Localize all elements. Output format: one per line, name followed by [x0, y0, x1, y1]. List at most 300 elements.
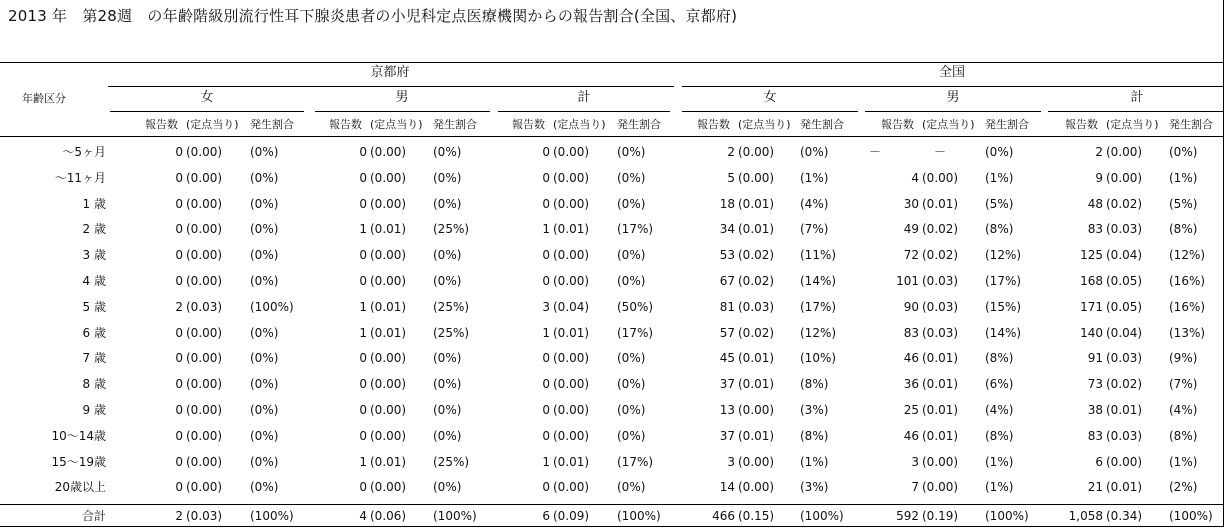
cell-rate: (100%) [985, 509, 1029, 523]
cell-count: 0 [542, 248, 550, 262]
cell-per-point: (0.34) [1106, 509, 1143, 523]
cell-per-point: (0.00) [370, 403, 407, 417]
cell-rate: (0%) [250, 455, 279, 469]
col-header-per-point: (定点当り) [186, 118, 239, 131]
cell-per-point: (0.02) [1106, 377, 1143, 391]
cell-count: 49 [903, 222, 919, 236]
cell-rate: (14%) [985, 326, 1022, 340]
cell-count: 0 [175, 403, 183, 417]
cell-count: 0 [175, 326, 183, 340]
cell-rate: (1%) [1169, 171, 1198, 185]
cell-rate: (0%) [617, 197, 646, 211]
row-age-label: 10～14歳 [51, 429, 106, 443]
cell-per-point: (0.03) [186, 300, 223, 314]
cell-rate: (17%) [985, 274, 1022, 288]
col-header-per-point: (定点当り) [553, 118, 606, 131]
cell-count: 6 [1095, 455, 1103, 469]
cell-per-point: (0.05) [1106, 300, 1143, 314]
cell-per-point: (0.00) [738, 403, 775, 417]
cell-count: 0 [542, 197, 550, 211]
cell-rate: (0%) [250, 197, 279, 211]
cell-rate: (15%) [985, 300, 1022, 314]
cell-count: 0 [175, 274, 183, 288]
cell-count: 21 [1087, 480, 1103, 494]
cell-rate: (0%) [1169, 145, 1198, 159]
cell-rate: (0%) [433, 403, 462, 417]
cell-per-point: (0.00) [370, 377, 407, 391]
cell-rate: (16%) [1169, 274, 1206, 288]
cell-per-point: (0.00) [738, 145, 775, 159]
cell-per-point: (0.02) [738, 248, 775, 262]
cell-count: 0 [542, 351, 550, 365]
cell-per-point: (0.02) [922, 248, 959, 262]
cell-per-point: (0.01) [738, 197, 775, 211]
cell-rate: (14%) [800, 274, 837, 288]
cell-rate: (2%) [1169, 480, 1198, 494]
cell-count: 36 [903, 377, 919, 391]
cell-count: 0 [359, 480, 367, 494]
col-header-count: 報告数 [1065, 118, 1098, 131]
cell-per-point: (0.00) [186, 145, 223, 159]
cell-count: 3 [542, 300, 550, 314]
cell-rate: (8%) [985, 429, 1014, 443]
cell-rate: (8%) [1169, 429, 1198, 443]
cell-per-point: (0.00) [186, 403, 223, 417]
cell-rate: (5%) [1169, 197, 1198, 211]
age-column-header: 年齢区分 [22, 92, 66, 105]
cell-rate: (16%) [1169, 300, 1206, 314]
row-age-label: 2 歳 [82, 222, 106, 236]
cell-per-point: (0.00) [553, 171, 590, 185]
cell-count: 13 [719, 403, 735, 417]
cell-per-point: (0.01) [738, 429, 775, 443]
row-age-label: 20歳以上 [54, 480, 106, 494]
col-header-rate: 発生割合 [250, 118, 294, 131]
total-rule [0, 504, 1224, 505]
cell-count: 0 [175, 197, 183, 211]
cell-rate: (0%) [250, 145, 279, 159]
cell-rate: (12%) [1169, 248, 1206, 262]
cell-count: 171 [1080, 300, 1103, 314]
cell-per-point: (0.00) [922, 480, 959, 494]
col-header-count: 報告数 [697, 118, 730, 131]
cell-per-point: (0.00) [186, 480, 223, 494]
page-title: 2013 年 第28週 の年齢階級別流行性耳下腺炎患者の小児科定点医療機関からの報告割合(全国、京都府) [8, 7, 738, 25]
cell-rate: (9%) [1169, 351, 1198, 365]
cell-per-point: (0.00) [186, 222, 223, 236]
cell-per-point: － [934, 145, 947, 159]
col-header-count: 報告数 [329, 118, 362, 131]
cell-per-point: (0.09) [553, 509, 590, 523]
region-rule-kyoto [108, 86, 674, 87]
cell-per-point: (0.00) [553, 197, 590, 211]
cell-count: 4 [911, 171, 919, 185]
cell-count: 0 [359, 377, 367, 391]
cell-per-point: (0.02) [1106, 197, 1143, 211]
cell-rate: (11%) [800, 248, 837, 262]
cell-count: 46 [903, 429, 919, 443]
cell-rate: (4%) [1169, 403, 1198, 417]
cell-count: 38 [1087, 403, 1103, 417]
cell-per-point: (0.00) [553, 429, 590, 443]
cell-per-point: (0.15) [738, 509, 775, 523]
sex-header: 男 [946, 90, 960, 105]
cell-count: 0 [542, 274, 550, 288]
sex-header: 男 [395, 90, 409, 105]
cell-rate: (1%) [985, 480, 1014, 494]
cell-rate: (0%) [433, 171, 462, 185]
cell-count: 1 [359, 326, 367, 340]
cell-rate: (0%) [617, 248, 646, 262]
cell-per-point: (0.05) [1106, 274, 1143, 288]
cell-per-point: (0.04) [1106, 248, 1143, 262]
cell-rate: (0%) [433, 480, 462, 494]
cell-rate: (4%) [985, 403, 1014, 417]
cell-per-point: (0.03) [1106, 429, 1143, 443]
cell-rate: (8%) [800, 429, 829, 443]
cell-per-point: (0.00) [553, 274, 590, 288]
header-top-rule [0, 62, 1224, 63]
cell-per-point: (0.00) [370, 145, 407, 159]
cell-rate: (8%) [1169, 222, 1198, 236]
cell-rate: (17%) [617, 326, 654, 340]
cell-per-point: (0.01) [922, 351, 959, 365]
cell-rate: (0%) [985, 145, 1014, 159]
col-header-count: 報告数 [145, 118, 178, 131]
cell-count: 0 [359, 197, 367, 211]
cell-per-point: (0.00) [738, 455, 775, 469]
sex-rule-4 [865, 111, 1041, 112]
cell-count: 140 [1080, 326, 1103, 340]
cell-count: 81 [719, 300, 735, 314]
row-age-label: ～5ヶ月 [62, 145, 106, 159]
cell-per-point: (0.00) [370, 248, 407, 262]
cell-rate: (1%) [800, 171, 829, 185]
cell-rate: (4%) [800, 197, 829, 211]
cell-count: 2 [727, 145, 735, 159]
cell-per-point: (0.03) [186, 509, 223, 523]
cell-rate: (6%) [985, 377, 1014, 391]
col-header-rate: 発生割合 [1169, 118, 1213, 131]
cell-count: 83 [1087, 429, 1103, 443]
cell-rate: (12%) [985, 248, 1022, 262]
col-header-rate: 発生割合 [617, 118, 661, 131]
cell-rate: (7%) [800, 222, 829, 236]
cell-per-point: (0.04) [1106, 326, 1143, 340]
cell-per-point: (0.01) [738, 222, 775, 236]
cell-rate: (0%) [433, 274, 462, 288]
cell-count: 592 [896, 509, 919, 523]
sex-rule-5 [1048, 111, 1224, 112]
cell-per-point: (0.01) [553, 326, 590, 340]
col-header-rate: 発生割合 [433, 118, 477, 131]
row-age-label: 6 歳 [82, 326, 106, 340]
cell-rate: (3%) [800, 480, 829, 494]
cell-per-point: (0.00) [1106, 145, 1143, 159]
cell-per-point: (0.03) [922, 326, 959, 340]
cell-per-point: (0.00) [738, 171, 775, 185]
cell-rate: (1%) [800, 455, 829, 469]
cell-rate: (0%) [250, 351, 279, 365]
cell-rate: (17%) [800, 300, 837, 314]
cell-per-point: (0.02) [738, 326, 775, 340]
header-bottom-rule [0, 136, 1224, 137]
cell-per-point: (0.01) [738, 351, 775, 365]
cell-rate: (17%) [617, 222, 654, 236]
cell-per-point: (0.01) [553, 455, 590, 469]
cell-per-point: (0.00) [553, 480, 590, 494]
cell-count: 2 [175, 300, 183, 314]
cell-count: 0 [175, 455, 183, 469]
sex-header: 女 [200, 90, 214, 105]
cell-count: 7 [911, 480, 919, 494]
cell-per-point: (0.00) [1106, 171, 1143, 185]
cell-count: 0 [175, 351, 183, 365]
cell-per-point: (0.00) [370, 171, 407, 185]
row-age-label: 合計 [81, 509, 106, 523]
cell-count: 48 [1087, 197, 1103, 211]
row-age-label: 9 歳 [82, 403, 106, 417]
cell-count: 83 [1087, 222, 1103, 236]
cell-count: 34 [719, 222, 735, 236]
col-header-count: 報告数 [881, 118, 914, 131]
cell-count: 9 [1095, 171, 1103, 185]
row-age-label: 4 歳 [82, 274, 106, 288]
cell-rate: (0%) [617, 429, 646, 443]
cell-count: 4 [359, 509, 367, 523]
cell-count: 125 [1080, 248, 1103, 262]
cell-count: 0 [542, 429, 550, 443]
cell-per-point: (0.00) [370, 274, 407, 288]
cell-count: 57 [719, 326, 735, 340]
cell-rate: (0%) [250, 274, 279, 288]
cell-per-point: (0.01) [922, 197, 959, 211]
cell-count: 1 [359, 222, 367, 236]
cell-per-point: (0.00) [922, 455, 959, 469]
cell-rate: (1%) [985, 171, 1014, 185]
cell-per-point: (0.00) [186, 197, 223, 211]
cell-per-point: (0.06) [370, 509, 407, 523]
cell-count: － [869, 145, 882, 159]
cell-rate: (1%) [1169, 455, 1198, 469]
cell-rate: (0%) [433, 351, 462, 365]
cell-count: 0 [359, 351, 367, 365]
cell-count: 0 [359, 145, 367, 159]
cell-rate: (25%) [433, 455, 470, 469]
sex-header: 計 [577, 90, 591, 105]
region-header-kyoto: 京都府 [370, 65, 410, 80]
cell-per-point: (0.00) [186, 429, 223, 443]
cell-count: 3 [727, 455, 735, 469]
cell-per-point: (0.00) [1106, 455, 1143, 469]
cell-rate: (100%) [250, 509, 294, 523]
cell-per-point: (0.04) [553, 300, 590, 314]
cell-count: 1 [542, 222, 550, 236]
cell-per-point: (0.03) [738, 300, 775, 314]
cell-rate: (25%) [433, 300, 470, 314]
cell-per-point: (0.00) [922, 171, 959, 185]
cell-per-point: (0.01) [370, 222, 407, 236]
cell-count: 0 [175, 145, 183, 159]
cell-per-point: (0.19) [922, 509, 959, 523]
sex-header: 女 [763, 90, 777, 105]
sex-rule-1 [315, 111, 490, 112]
cell-count: 0 [175, 222, 183, 236]
cell-per-point: (0.00) [370, 351, 407, 365]
cell-rate: (0%) [617, 274, 646, 288]
cell-rate: (0%) [250, 171, 279, 185]
cell-count: 168 [1080, 274, 1103, 288]
sex-header: 計 [1130, 90, 1144, 105]
cell-per-point: (0.01) [370, 455, 407, 469]
cell-count: 0 [542, 145, 550, 159]
cell-rate: (8%) [985, 351, 1014, 365]
cell-rate: (0%) [617, 351, 646, 365]
cell-count: 5 [727, 171, 735, 185]
cell-rate: (100%) [617, 509, 661, 523]
cell-rate: (100%) [433, 509, 477, 523]
sex-rule-0 [110, 111, 304, 112]
cell-per-point: (0.01) [370, 300, 407, 314]
row-age-label: 5 歳 [82, 300, 106, 314]
region-rule-national [682, 86, 1224, 87]
cell-count: 101 [896, 274, 919, 288]
cell-count: 67 [719, 274, 735, 288]
cell-count: 0 [359, 274, 367, 288]
cell-rate: (12%) [800, 326, 837, 340]
cell-count: 72 [903, 248, 919, 262]
cell-per-point: (0.00) [186, 248, 223, 262]
col-header-rate: 発生割合 [985, 118, 1029, 131]
cell-count: 18 [719, 197, 735, 211]
cell-rate: (7%) [1169, 377, 1198, 391]
cell-per-point: (0.00) [553, 351, 590, 365]
cell-count: 37 [719, 429, 735, 443]
cell-count: 0 [359, 171, 367, 185]
cell-per-point: (0.00) [553, 377, 590, 391]
cell-rate: (0%) [617, 403, 646, 417]
cell-rate: (1%) [985, 455, 1014, 469]
cell-count: 0 [359, 403, 367, 417]
cell-per-point: (0.00) [553, 403, 590, 417]
cell-count: 53 [719, 248, 735, 262]
row-age-label: ～11ヶ月 [54, 171, 106, 185]
col-header-per-point: (定点当り) [1106, 118, 1159, 131]
cell-rate: (0%) [433, 429, 462, 443]
cell-rate: (100%) [250, 300, 294, 314]
cell-per-point: (0.02) [922, 222, 959, 236]
cell-count: 0 [175, 480, 183, 494]
cell-count: 2 [1095, 145, 1103, 159]
sex-rule-2 [498, 111, 670, 112]
cell-rate: (13%) [1169, 326, 1206, 340]
cell-rate: (0%) [250, 222, 279, 236]
cell-count: 1 [359, 300, 367, 314]
cell-rate: (10%) [800, 351, 837, 365]
cell-count: 0 [542, 377, 550, 391]
col-header-per-point: (定点当り) [922, 118, 975, 131]
cell-rate: (0%) [617, 480, 646, 494]
cell-per-point: (0.00) [186, 326, 223, 340]
cell-per-point: (0.02) [738, 274, 775, 288]
cell-per-point: (0.00) [370, 480, 407, 494]
cell-count: 46 [903, 351, 919, 365]
cell-count: 91 [1087, 351, 1103, 365]
cell-count: 37 [719, 377, 735, 391]
cell-rate: (0%) [433, 145, 462, 159]
cell-rate: (0%) [617, 171, 646, 185]
region-header-national: 全国 [938, 65, 965, 80]
cell-per-point: (0.00) [370, 197, 407, 211]
cell-rate: (0%) [250, 403, 279, 417]
col-header-per-point: (定点当り) [738, 118, 791, 131]
cell-per-point: (0.00) [553, 248, 590, 262]
cell-rate: (5%) [985, 197, 1014, 211]
cell-per-point: (0.01) [1106, 480, 1143, 494]
cell-count: 1 [359, 455, 367, 469]
row-age-label: 7 歳 [82, 351, 106, 365]
cell-rate: (25%) [433, 222, 470, 236]
cell-count: 1,058 [1068, 509, 1103, 523]
cell-per-point: (0.00) [186, 455, 223, 469]
cell-count: 73 [1087, 377, 1103, 391]
cell-count: 0 [542, 171, 550, 185]
cell-rate: (8%) [800, 377, 829, 391]
cell-per-point: (0.01) [922, 377, 959, 391]
cell-rate: (25%) [433, 326, 470, 340]
cell-per-point: (0.01) [738, 377, 775, 391]
cell-per-point: (0.00) [553, 145, 590, 159]
cell-count: 0 [175, 171, 183, 185]
cell-per-point: (0.01) [1106, 403, 1143, 417]
cell-rate: (0%) [250, 377, 279, 391]
cell-per-point: (0.03) [922, 300, 959, 314]
cell-count: 14 [719, 480, 735, 494]
cell-rate: (8%) [985, 222, 1014, 236]
cell-per-point: (0.01) [553, 222, 590, 236]
cell-rate: (0%) [433, 248, 462, 262]
cell-rate: (0%) [250, 480, 279, 494]
cell-rate: (0%) [250, 248, 279, 262]
cell-rate: (17%) [617, 455, 654, 469]
cell-per-point: (0.03) [1106, 351, 1143, 365]
cell-count: 0 [175, 248, 183, 262]
col-header-rate: 発生割合 [800, 118, 844, 131]
cell-count: 3 [911, 455, 919, 469]
cell-per-point: (0.00) [738, 480, 775, 494]
cell-count: 2 [175, 509, 183, 523]
sex-rule-3 [682, 111, 858, 112]
cell-per-point: (0.01) [922, 429, 959, 443]
cell-count: 1 [542, 326, 550, 340]
col-header-per-point: (定点当り) [370, 118, 423, 131]
cell-rate: (0%) [800, 145, 829, 159]
cell-rate: (50%) [617, 300, 654, 314]
cell-per-point: (0.03) [922, 274, 959, 288]
cell-count: 0 [542, 403, 550, 417]
cell-rate: (0%) [433, 197, 462, 211]
row-age-label: 15～19歳 [51, 455, 106, 469]
cell-rate: (0%) [250, 326, 279, 340]
row-age-label: 3 歳 [82, 248, 106, 262]
cell-per-point: (0.03) [1106, 222, 1143, 236]
cell-count: 466 [712, 509, 735, 523]
cell-rate: (100%) [1169, 509, 1213, 523]
cell-rate: (100%) [800, 509, 844, 523]
cell-rate: (0%) [617, 377, 646, 391]
cell-per-point: (0.00) [186, 351, 223, 365]
col-header-count: 報告数 [512, 118, 545, 131]
